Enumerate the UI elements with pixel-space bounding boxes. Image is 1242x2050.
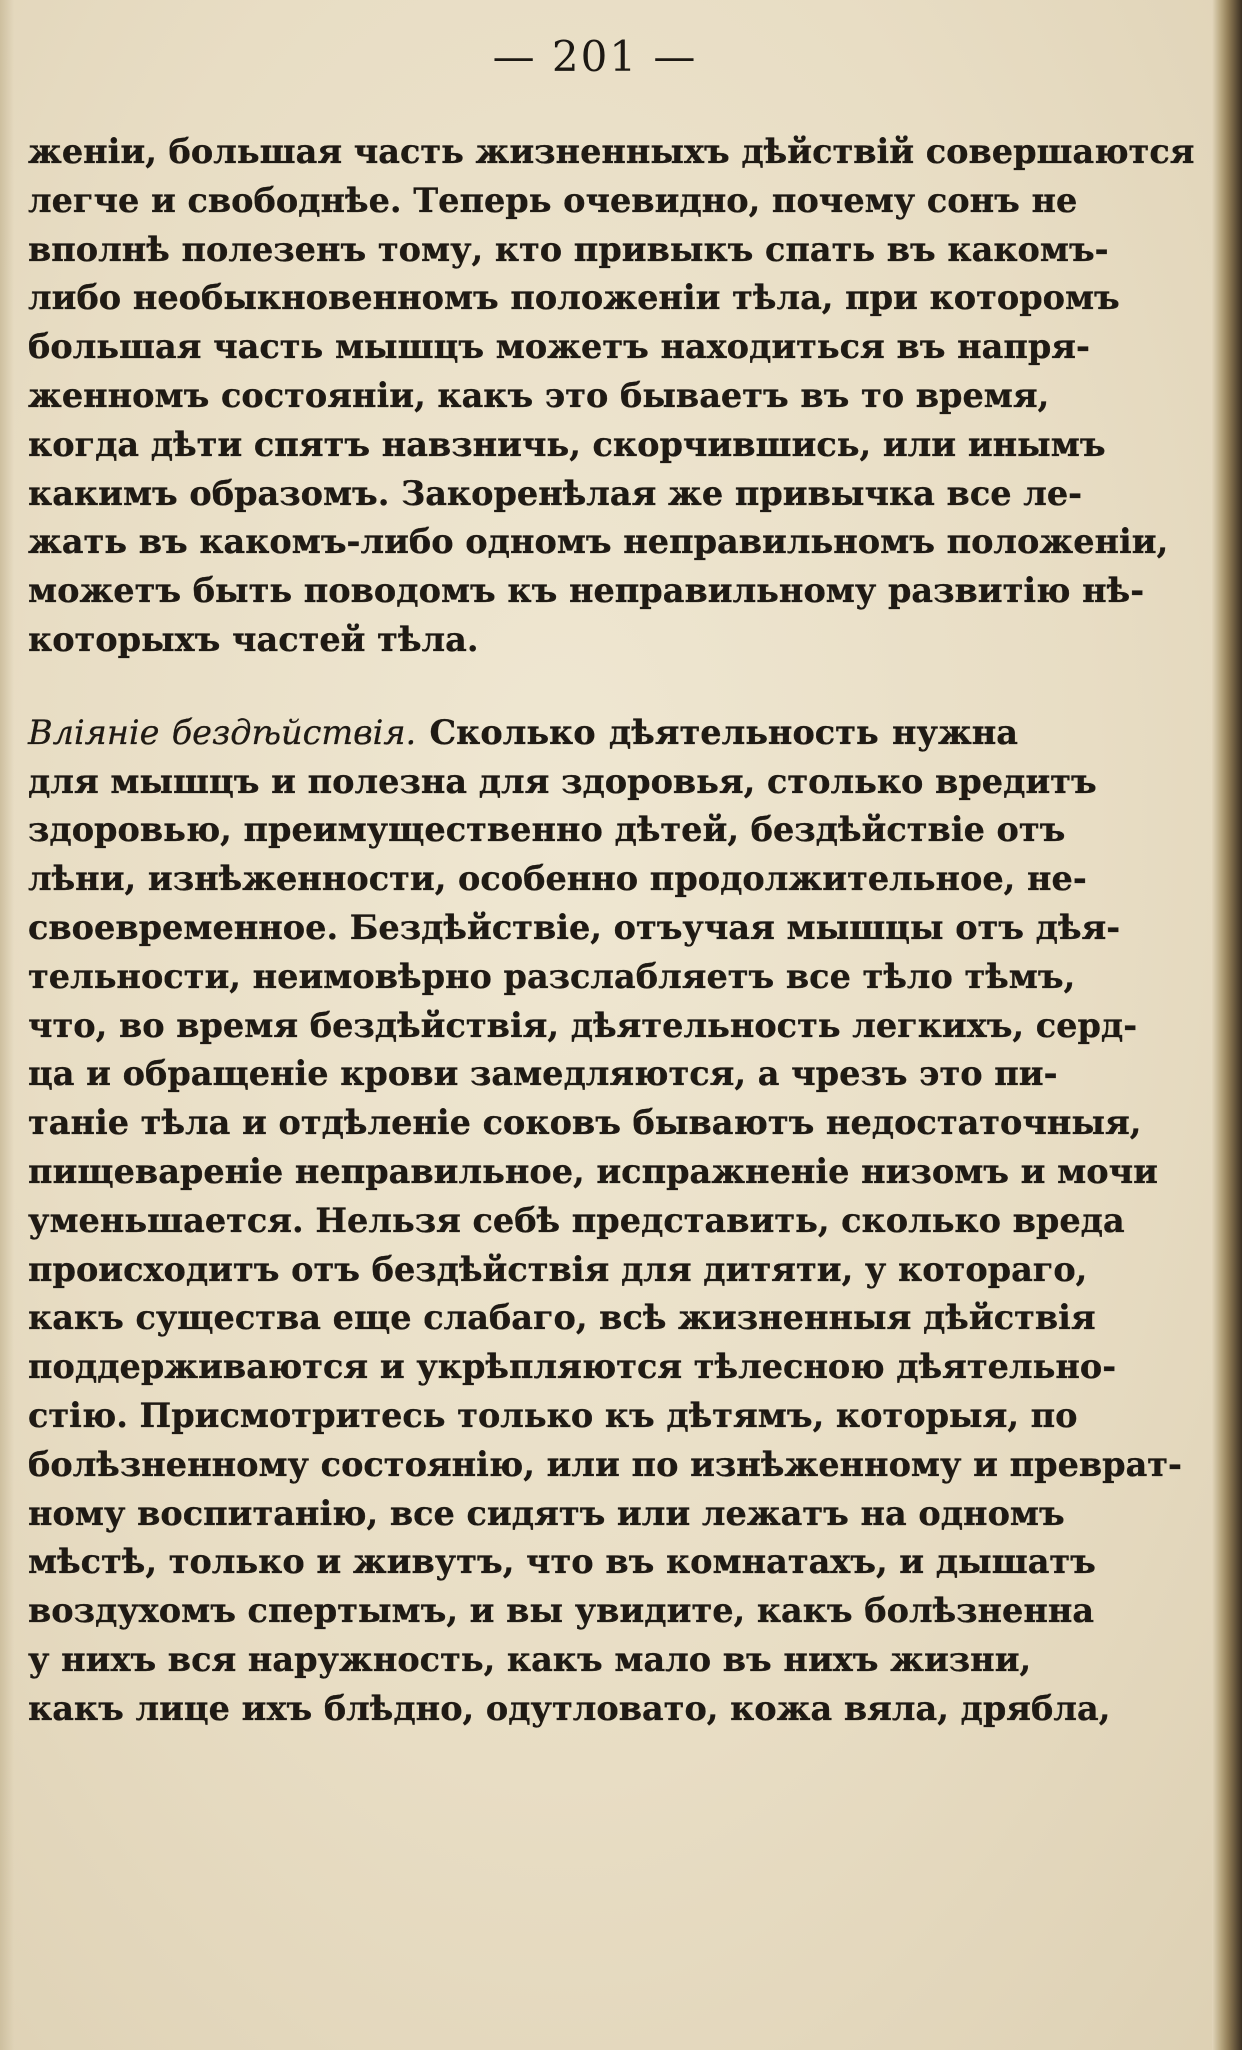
page-right-edge (1212, 0, 1242, 2050)
text-line: поддерживаются и укрѣпляются тѣлесною дѣятельно- (28, 1347, 1117, 1387)
text-line: происходитъ отъ бездѣйствія для дитяти, у котораго, (28, 1249, 1088, 1289)
body-text (28, 128, 1195, 1734)
text-line: когда дѣти спятъ навзничь, скорчившись, или инымъ (28, 424, 1106, 464)
text-line: пищевареніе неправильное, испражненіе низомъ и мочи (28, 1151, 1158, 1191)
heading-line-rest: Сколько дѣятельность нужна (429, 712, 1018, 752)
paragraph-1 (28, 128, 1195, 665)
text-line: своевременное. Бездѣйствіе, отъучая мышцы отъ дѣя- (28, 907, 1121, 947)
text-line: женномъ состояніи, какъ это бываетъ въ то время, (28, 375, 1050, 415)
text-line: легче и свободнѣе. Теперь очевидно, почему сонъ не (28, 180, 1078, 220)
text-line: большая часть мышцъ можетъ находиться въ напря- (28, 327, 1090, 367)
text-line: тельности, неимовѣрно разслабляетъ все тѣло тѣмъ, (28, 956, 1076, 996)
section-heading: Вліяніе бездѣйствія. (28, 712, 417, 752)
paragraph-gap (28, 665, 1018, 709)
paragraph-2 (28, 709, 1182, 1734)
text-line-with-heading (28, 709, 1018, 758)
text-line: здоровью, преимущественно дѣтей, бездѣйствіе отъ (28, 810, 1066, 850)
page-number: — 201 — (492, 32, 698, 81)
text-line: либо необыкновенномъ положеніи тѣла, при которомъ (28, 278, 1120, 318)
text-line: уменьшается. Нельзя себѣ представить, сколько вреда (28, 1200, 1125, 1240)
text-line: женіи, большая часть жизненныхъ дѣйствій совершаются (28, 132, 1195, 171)
text-line: у нихъ вся наружность, какъ мало въ нихъ жизни, (28, 1639, 1032, 1679)
text-line: для мышцъ и полезна для здоровья, столько вредитъ (28, 761, 1097, 801)
text-line: болѣзненному состоянію, или по изнѣженному и преврат- (28, 1444, 1182, 1484)
text-line: можетъ быть поводомъ къ неправильному развитію нѣ- (28, 571, 1145, 611)
text-line: мѣстѣ, только и живутъ, что въ комнатахъ, и дышатъ (28, 1542, 1096, 1582)
text-line: таніе тѣла и отдѣленіе соковъ бываютъ недостаточныя, (28, 1103, 1142, 1143)
text-line: которыхъ частей тѣла. (28, 619, 479, 659)
text-line: какъ лице ихъ блѣдно, одутловато, кожа вяла, дрябла, (28, 1688, 1111, 1728)
text-line: какъ существа еще слабаго, всѣ жизненныя дѣйствія (28, 1298, 1096, 1338)
text-line: ному воспитанію, все сидятъ или лежатъ на одномъ (28, 1493, 1065, 1533)
page-gutter-shadow (0, 0, 14, 2050)
text-line: жать въ какомъ-либо одномъ неправильномъ положеніи, (28, 522, 1169, 562)
text-line: стію. Присмотритесь только къ дѣтямъ, которыя, по (28, 1395, 1078, 1435)
text-line: какимъ образомъ. Закоренѣлая же привычка все ле- (28, 473, 1083, 513)
text-line: вполнѣ полезенъ тому, кто привыкъ спать въ какомъ- (28, 229, 1109, 269)
text-line: что, во время бездѣйствія, дѣятельность легкихъ, серд- (28, 1005, 1138, 1045)
text-line: ца и обращеніе крови замедляются, а чрезъ это пи- (28, 1054, 1058, 1094)
text-line: лѣни, изнѣженности, особенно продолжительное, не- (28, 859, 1087, 899)
text-line: воздухомъ спертымъ, и вы увидите, какъ болѣзненна (28, 1591, 1095, 1631)
